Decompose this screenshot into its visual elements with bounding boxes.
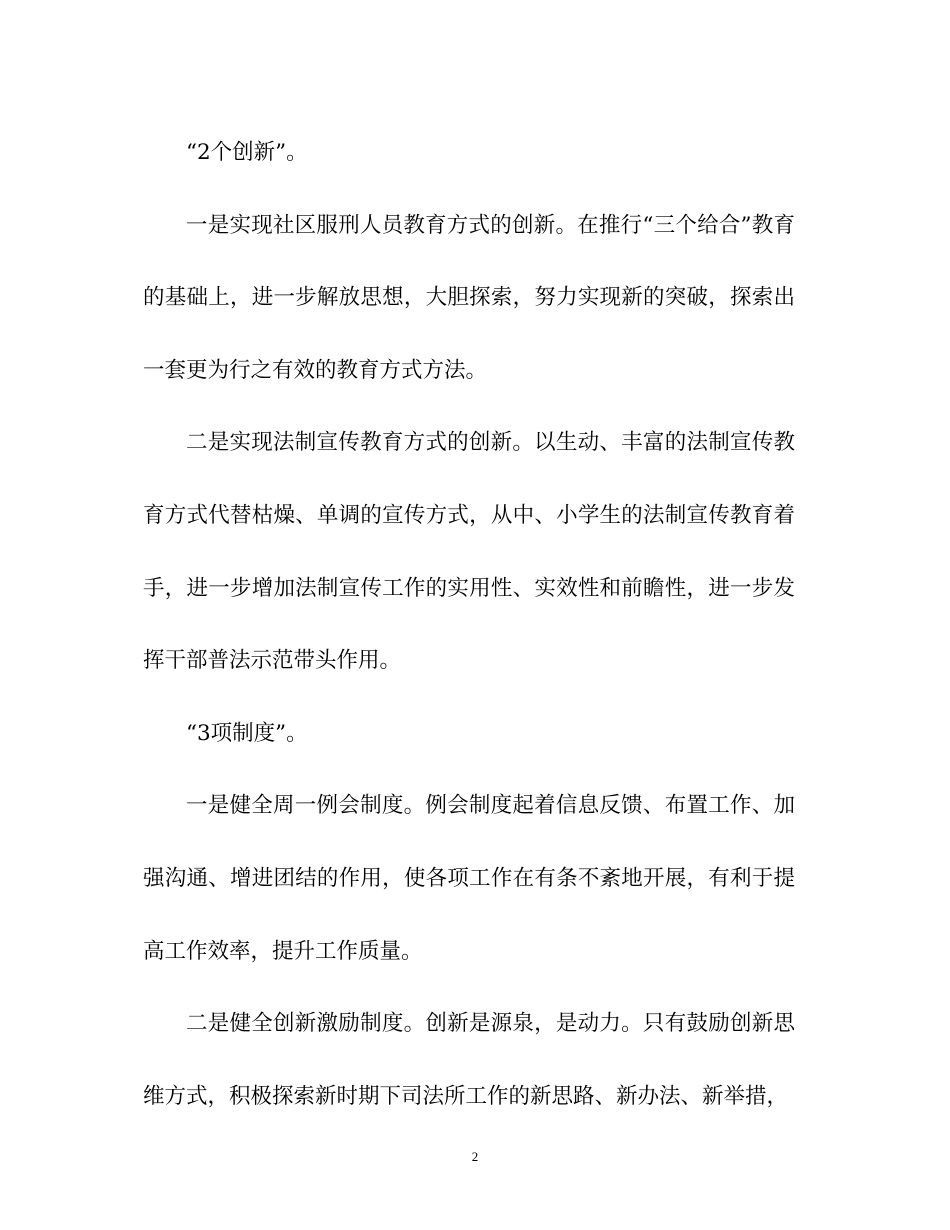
paragraph-community-education-innovation: 一是实现社区服刑人员教育方式的创新。在推行“三个给合”教育的基础上，进一步解放思想，大胆探索，努力实现新的突破，探索出一套更为行之有效的教育方式方法。 — [143, 212, 795, 383]
document-body — [143, 117, 795, 1133]
paragraph-innovation-incentive-system: 二是健全创新激励制度。创新是源泉，是动力。只有鼓励创新思维方式，积极探索新时期下司法所工作的新思路、新办法、新举措， — [143, 1011, 795, 1109]
paragraph-legal-publicity-innovation: 二是实现法制宣传教育方式的创新。以生动、丰富的法制宣传教育方式代替枯燥、单调的宣传方式，从中、小学生的法制宣传教育着手，进一步增加法制宣传工作的实用性、实效性和前瞻性，进一步发挥干部普法示范带头作用。 — [143, 430, 795, 674]
section-heading-3-systems: “3项制度”。 — [186, 720, 308, 746]
paragraph-monday-meeting-system: 一是健全周一例会制度。例会制度起着信息反馈、布置工作、加强沟通、增进团结的作用，使各项工作在有条不紊地开展，有利于提高工作效率，提升工作质量。 — [143, 793, 795, 964]
page-number: 2 — [471, 1149, 479, 1164]
section-heading-2-innovations: “2个创新”。 — [186, 140, 308, 165]
